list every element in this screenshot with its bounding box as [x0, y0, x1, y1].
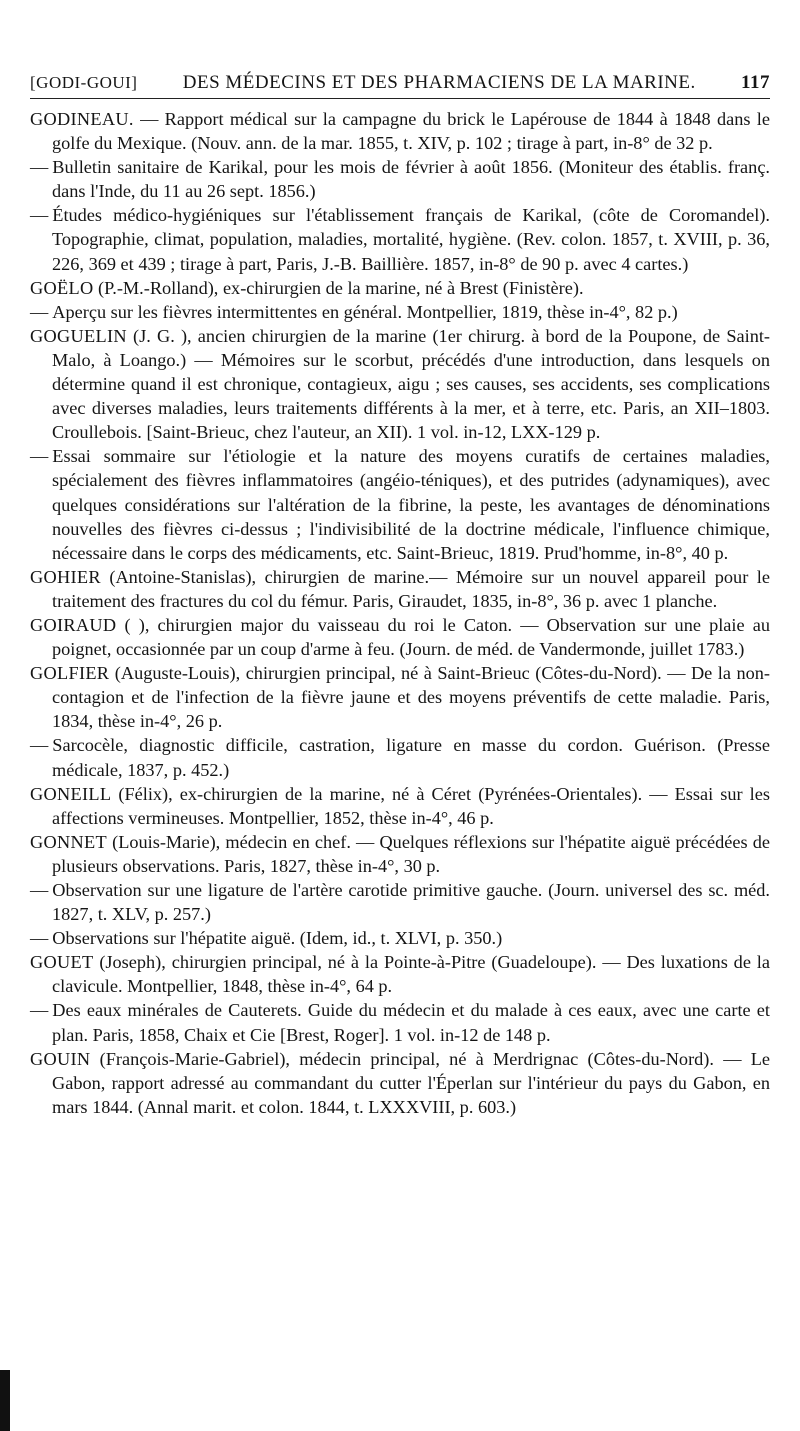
bibliography-subentry [30, 444, 770, 564]
entry-text: (Antoine-Stanislas), chirurgien de marine.— Mémoire sur un nouvel appareil pour le traitement des fractures du col du fémur. Paris, Giraudet, 1835, in-8°, 36 p. avec 1 planche. [52, 566, 770, 611]
entry-text: Sarcocèle, diagnostic difficile, castration, ligature en masse du cordon. Guérison. (Presse médicale, 1837, p. 452.) [52, 735, 770, 780]
entry-text: (Louis-Marie), médecin en chef. — Quelques réflexions sur l'hépatite aiguë précédées de plusieurs observations. Paris, 1827, thèse in-4°, 30 p. [52, 831, 770, 876]
author-name: GOUET [30, 952, 94, 973]
entry-text: (François-Marie-Gabriel), médecin principal, né à Merdrignac (Côtes-du-Nord). — Le Gabon, rapport adressé au commandant du cutter l'Éperlan sur l'intérieur du pays du Gabon, en mars 1844. (Annal marit. et colon. 1844, t. LXXXVIII, p. 603.) [52, 1048, 770, 1117]
author-name: GOUIN [30, 1048, 91, 1069]
entry-text: (Félix), ex-chirurgien de la marine, né à Céret (Pyrénées-Orientales). — Essai sur les affections vermineuses. Montpellier, 1852, thèse in-4°, 46 p. [52, 783, 770, 828]
entry-text: (J. G. ), ancien chirurgien de la marine (1er chirurg. à bord de la Poupone, de Saint-Malo, à Loango.) — Mémoires sur le scorbut, précédés d'une introduction, dans lesquels on détermine quand il est chronique, contagieux, aigu ; ses causes, ses accidents, ses complications avec diverses maladies, leurs traitements différents à la mer, et à terre, etc. Paris, an XII–1803. Croullebois. [Saint-Brieuc, chez l'auteur, an XII). 1 vol. in-12, LXX-129 p. [52, 325, 770, 443]
bibliography-entry [30, 661, 770, 733]
ditto-dash: — [30, 157, 49, 178]
ditto-dash: — [30, 880, 49, 900]
entry-range: [GODI-GOUI] [30, 73, 138, 92]
entry-text: Aperçu sur les fièvres intermittentes en général. Montpellier, 1819, thèse in-4°, 82 p.) [52, 301, 678, 322]
entry-text: Études médico-hygiéniques sur l'établissement français de Karikal, (côte de Coromandel). Topographie, climat, population, maladies, mortalité, hygiène. (Rev. colon. 1857, t. XVIII, p. 36, 226, 369 et 439 ; tirage à part, Paris, J.-B. Baillière. 1857, in-8° de 90 p. avec 4 cartes.) [52, 205, 770, 274]
entry-text: Essai sommaire sur l'étiologie et la nature des moyens curatifs de certaines maladies, spécialement des fièvres inflammatoires (angéio-téniques), et des putrides (adynamiques), avec quelques considérations sur l'altération de la fibrine, la peste, les avantages de dénominations nouvelles des fièvres ci-dessus ; l'indivisibilité de la doctrine médicale, l'influence chimique, nécessaire dans le corps des médicaments, etc. Saint-Brieuc, 1819. Prud'homme, in-8°, 40 p. [52, 446, 770, 563]
bibliography-entry [30, 565, 770, 613]
ditto-dash: — [30, 1000, 49, 1021]
entry-text: (Joseph), chirurgien principal, né à la Pointe-à-Pitre (Guadeloupe). — Des luxations de la clavicule. Montpellier, 1848, thèse in-4°, 64 p. [52, 952, 770, 997]
scan-edge-shadow [0, 1370, 10, 1431]
bibliography-entry [30, 613, 770, 661]
bibliography-subentry [30, 733, 770, 781]
bibliography-subentry [30, 878, 770, 926]
ditto-dash: — [30, 735, 49, 756]
bibliography-subentry [30, 926, 770, 950]
bibliography-entry [30, 276, 770, 300]
author-name: GOËLO [30, 277, 94, 298]
ditto-dash: — [30, 446, 49, 467]
entry-list [30, 107, 770, 1119]
entry-text: Des eaux minérales de Cauterets. Guide du médecin et du malade à ces eaux, avec une carte et plan. Paris, 1858, Chaix et Cie [Brest, Roger]. 1 vol. in-12 de 148 p. [52, 1000, 770, 1045]
document-page [30, 72, 770, 1119]
ditto-dash: — [30, 205, 49, 226]
bibliography-entry [30, 950, 770, 998]
bibliography-subentry [30, 155, 770, 203]
entry-text: Bulletin sanitaire de Karikal, pour les mois de février à août 1856. (Moniteur des établis. franç. dans l'Inde, du 11 au 26 sept. 1856.) [52, 157, 770, 202]
author-name: GOGUELIN [30, 325, 127, 346]
ditto-dash: — [30, 301, 49, 322]
ditto-dash: — [30, 928, 49, 949]
entry-text: Observations sur l'hépatite aiguë. (Idem, id., t. XLVI, p. 350.) [52, 928, 503, 949]
author-name: GONEILL [30, 783, 112, 804]
entry-text: (P.-M.-Rolland), ex-chirurgien de la marine, né à Brest (Finistère). [93, 277, 584, 298]
bibliography-subentry [30, 998, 770, 1046]
author-name: GOHIER [30, 566, 101, 587]
bibliography-entry [30, 782, 770, 830]
bibliography-entry [30, 1047, 770, 1119]
bibliography-entry [30, 324, 770, 444]
bibliography-entry [30, 830, 770, 878]
author-name: GODINEAU. [30, 109, 134, 129]
bibliography-subentry [30, 300, 770, 324]
page-number: 117 [741, 72, 770, 93]
bibliography-subentry [30, 203, 770, 275]
author-name: GOIRAUD [30, 614, 117, 635]
page-title: DES MÉDECINS ET DES PHARMACIENS DE LA MARINE. [182, 72, 696, 93]
author-name: GONNET [30, 831, 107, 852]
entry-text: (Auguste-Louis), chirurgien principal, né à Saint-Brieuc (Côtes-du-Nord). — De la non-contagion et de l'infection de la fièvre jaune et des moyens préventifs de cette maladie. Paris, 1834, thèse in-4°, 26 p. [52, 663, 770, 732]
running-head [30, 72, 770, 99]
entry-text: — Rapport médical sur la campagne du brick le Lapérouse de 1844 à 1848 dans le golfe du Mexique. (Nouv. ann. de la mar. 1855, t. XIV, p. 102 ; tirage à part, in-8° de 32 p. [52, 109, 770, 154]
entry-text: Observation sur une ligature de l'artère carotide primitive gauche. (Journ. universel des sc. méd. 1827, t. XLV, p. 257.) [52, 880, 770, 925]
entry-text: ( ), chirurgien major du vaisseau du roi le Caton. — Observation sur une plaie au poignet, occasionnée par un coup d'arme à feu. (Journ. de méd. de Vandermonde, juillet 1783.) [52, 614, 770, 660]
author-name: GOLFIER [30, 663, 110, 684]
bibliography-entry [30, 107, 770, 155]
